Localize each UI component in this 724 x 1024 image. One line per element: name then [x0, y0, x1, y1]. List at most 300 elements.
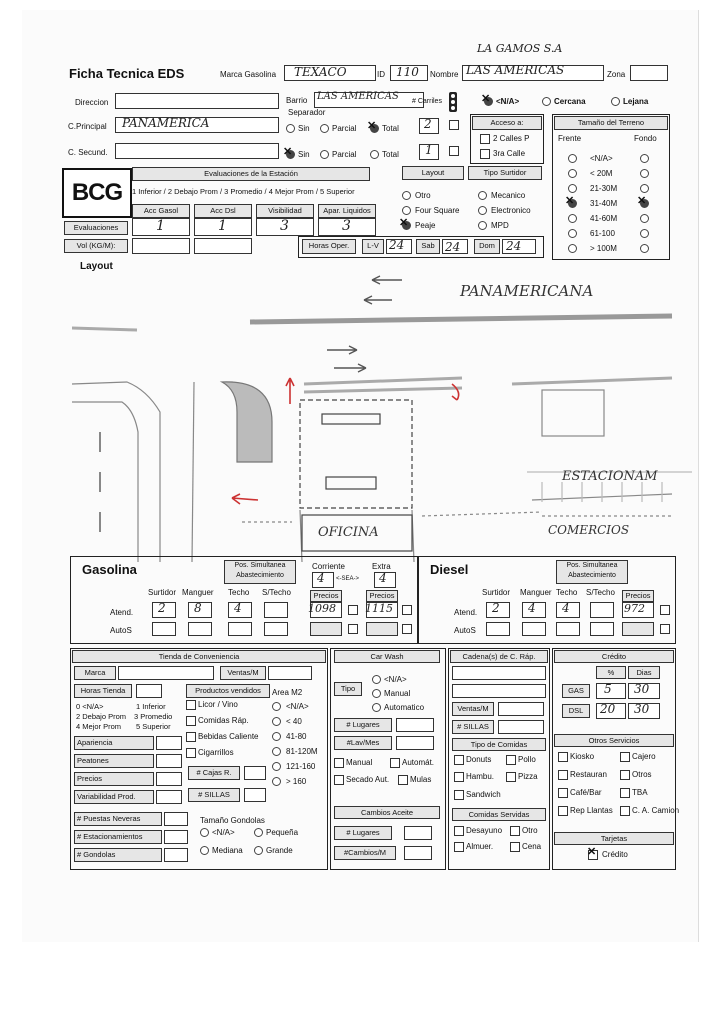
- producto-label: Comidas Ráp.: [198, 716, 249, 725]
- dom-value: 24: [506, 239, 522, 253]
- d-autos-manguer[interactable]: [522, 622, 546, 636]
- carwash-na-label: <N/A>: [384, 675, 407, 684]
- cadenas-field-2[interactable]: [452, 684, 546, 698]
- tienda-area-label: Area M2: [272, 688, 303, 697]
- proximity-na-label: <N/A>: [496, 97, 520, 106]
- tienda-sillas-field[interactable]: [244, 788, 266, 802]
- d-atend-stecho[interactable]: [590, 602, 614, 618]
- tipo-comidas-title: Tipo de Comidas: [452, 738, 546, 751]
- layout-otro-radio[interactable]: [402, 191, 411, 200]
- surtidor-mecanico-label: Mecanico: [491, 191, 526, 200]
- g-precio-1-value: 1098: [308, 602, 336, 615]
- tienda-ventas-field[interactable]: [268, 666, 312, 680]
- cs-sin-label: Sin: [298, 150, 310, 159]
- serv-otro-label: Otro: [522, 826, 538, 835]
- otros-label: Kiosko: [570, 752, 595, 761]
- credito-gas-dias-value: 30: [634, 682, 650, 696]
- id-label: ID: [377, 70, 385, 79]
- tienda-scale-l2: 2 Debajo Prom: [76, 712, 127, 721]
- carwash-secado-check[interactable]: [334, 775, 344, 785]
- cprincipal-value: PANAMERICA: [122, 116, 210, 130]
- g-precios-label-1: Precios: [310, 590, 342, 602]
- nombre-value: LAS AMERICAS: [466, 63, 565, 77]
- tienda-rating-label: Precios: [74, 772, 154, 786]
- terreno-frente-radio[interactable]: [568, 184, 577, 193]
- area-label: 81-120M: [286, 747, 318, 756]
- gasolina-extra-label: Extra: [372, 562, 391, 571]
- acceso-title: Acceso a:: [472, 116, 542, 130]
- d-autos-check[interactable]: [660, 624, 670, 634]
- terreno-fondo-radio[interactable]: [640, 214, 649, 223]
- otros-label: C. A. Camion: [632, 806, 680, 815]
- tienda-count-field[interactable]: [164, 848, 188, 862]
- otros-label: Café/Bar: [570, 788, 602, 797]
- terreno-frente-radio[interactable]: [568, 229, 577, 238]
- g-precio-1-check[interactable]: [348, 605, 358, 615]
- surtidor-mpd-radio[interactable]: [478, 221, 487, 230]
- serv-almuer-label: Almuer.: [466, 842, 494, 851]
- g-precios-label-2: Precios: [366, 590, 398, 602]
- carriles-label: # Carriles: [412, 98, 442, 105]
- tienda-scale-l1: 0 <N/A>: [76, 702, 104, 711]
- acceso-3calle-check[interactable]: [480, 149, 490, 159]
- otros-check[interactable]: [558, 770, 568, 780]
- area-label: 41-80: [286, 732, 307, 741]
- cadenas-field-1[interactable]: [452, 666, 546, 680]
- cs-total-radio[interactable]: [370, 150, 379, 159]
- cp-sin-radio[interactable]: [286, 124, 295, 133]
- layout-peaje-mark: ✕: [399, 217, 409, 229]
- tarjeta-credito-mark: ✕: [587, 846, 597, 858]
- terreno-fondo-radio[interactable]: [640, 184, 649, 193]
- form-sheet: [22, 10, 699, 942]
- d-col-manguer: Manguer: [520, 588, 552, 597]
- proximity-cercana-radio[interactable]: [542, 97, 551, 106]
- carwash-automatico-label: Automatico: [384, 703, 425, 712]
- eval-col-accgasol: Acc Gasol: [132, 204, 190, 218]
- carriles-2-check[interactable]: [449, 146, 459, 156]
- credito-dias-label: Dias: [628, 666, 660, 679]
- d-col-stecho: S/Techo: [586, 588, 615, 597]
- area-label: > 160: [286, 777, 307, 786]
- cp-sin-label: Sin: [298, 124, 310, 133]
- tienda-count-label: # Estacionamientos: [74, 830, 162, 844]
- carwash-na-radio[interactable]: [372, 675, 381, 684]
- bcg-logo: BCG: [62, 168, 132, 218]
- tienda-scale-r2: 3 Promedio: [134, 712, 173, 721]
- cadenas-sillas-field[interactable]: [498, 720, 544, 734]
- form-title: Ficha Tecnica EDS: [69, 66, 185, 81]
- d-autos-surtidor[interactable]: [486, 622, 510, 636]
- tienda-rating-label: Apariencia: [74, 736, 154, 750]
- eval-scale: 1 Inferior / 2 Debajo Prom / 3 Promedio / 4 Mejor Prom / 5 Superior: [132, 187, 355, 196]
- sab-label: Sab: [416, 239, 440, 254]
- d-precios-label: Precios: [622, 590, 654, 602]
- carriles-1-value: 2: [424, 117, 432, 131]
- g-autos-check-2[interactable]: [402, 624, 412, 634]
- d-atend-label: Atend.: [454, 608, 478, 617]
- cadenas-title: Cadena(s) de C. Ráp.: [450, 650, 548, 663]
- cs-parcial-radio[interactable]: [320, 150, 329, 159]
- estacionam-label: ESTACIONAM: [562, 469, 658, 484]
- carwash-title: Car Wash: [334, 650, 440, 663]
- lv-value: 24: [389, 238, 405, 252]
- eval-visibilidad-value: 3: [280, 218, 289, 234]
- d-atend-techo-value: 4: [562, 601, 570, 615]
- g-col-manguer: Manguer: [182, 588, 214, 597]
- gondola-mediana-radio[interactable]: [200, 846, 209, 855]
- carriles-1-check[interactable]: [449, 120, 459, 130]
- cadenas-ventas-label: Ventas/M: [452, 702, 494, 716]
- proximity-cercana-label: Cercana: [554, 97, 586, 106]
- gondola-na-label: <N/A>: [212, 828, 235, 837]
- serv-cena-check[interactable]: [510, 842, 520, 852]
- g-autos-label: AutoS: [110, 626, 132, 635]
- gondola-pequena-label: Pequeña: [266, 828, 299, 837]
- d-precio-value: 972: [624, 602, 645, 615]
- d-autos-techo[interactable]: [556, 622, 580, 636]
- tarjetas-title: Tarjetas: [554, 832, 674, 845]
- comidas-servidas-title: Comidas Servidas: [452, 808, 546, 821]
- carwash-lugares-field[interactable]: [396, 718, 434, 732]
- terreno-fondo-radio[interactable]: [640, 154, 649, 163]
- cadenas-ventas-field[interactable]: [498, 702, 544, 716]
- terreno-fondo: Fondo: [634, 134, 657, 143]
- zona-field[interactable]: [630, 65, 668, 81]
- carwash-automatico-radio[interactable]: [372, 703, 381, 712]
- producto-check[interactable]: [186, 716, 196, 726]
- surtidor-mecanico-radio[interactable]: [478, 191, 487, 200]
- tienda-count-label: # Gondolas: [74, 848, 162, 862]
- evaluaciones-label: Evaluaciones: [64, 221, 128, 235]
- otros-label: Otros: [632, 770, 652, 779]
- terreno-frente: Frente: [558, 134, 582, 143]
- credito-title: Crédito: [554, 650, 674, 663]
- gondola-grande-label: Grande: [266, 846, 293, 855]
- eval-accdsl-value: 1: [218, 218, 227, 234]
- tienda-rating-field[interactable]: [156, 736, 182, 750]
- tienda-count-field[interactable]: [164, 812, 188, 826]
- street-label: PANAMERICANA: [460, 282, 594, 300]
- g-col-techo: Techo: [228, 588, 250, 597]
- tienda-marca-field[interactable]: [118, 666, 214, 680]
- direccion-field[interactable]: [115, 93, 279, 109]
- gasolina-pos-label: Pos. Simultanea Abastecimiento: [224, 560, 296, 584]
- comida-pollo-label: Pollo: [518, 755, 536, 764]
- cambios-mes-field[interactable]: [404, 846, 432, 860]
- layout-sketch: [72, 272, 692, 562]
- comida-hambu-check[interactable]: [454, 772, 464, 782]
- g-precio-2-check[interactable]: [402, 605, 412, 615]
- credito-dsl-dias-value: 30: [634, 702, 650, 716]
- producto-check[interactable]: [186, 732, 196, 742]
- terreno-option-label: 41-60M: [590, 214, 618, 223]
- serv-cena-label: Cena: [522, 842, 542, 851]
- cajas-field[interactable]: [244, 766, 266, 780]
- d-autos-precio[interactable]: [622, 622, 654, 636]
- horas-label: Horas Oper.: [302, 239, 356, 254]
- carwash-secado-label: Secado Aut.: [346, 775, 390, 784]
- otros-label: TBA: [632, 788, 648, 797]
- vol-field-2[interactable]: [194, 238, 252, 254]
- comida-pizza-label: Pizza: [518, 772, 538, 781]
- barrio-value: LAS AMERICAS: [317, 91, 399, 102]
- d-autos-label: AutoS: [454, 626, 476, 635]
- diesel-title: Diesel: [430, 562, 469, 577]
- comida-pollo-check[interactable]: [506, 755, 516, 765]
- surtidor-electronico-radio[interactable]: [478, 206, 487, 215]
- gondola-na-radio[interactable]: [200, 828, 209, 837]
- zona-label: Zona: [607, 70, 626, 79]
- area-radio[interactable]: [272, 702, 281, 711]
- carwash-manual-radio[interactable]: [372, 689, 381, 698]
- g-atend-stecho[interactable]: [264, 602, 288, 618]
- area-radio[interactable]: [272, 777, 281, 786]
- carwash-mulas-check[interactable]: [398, 775, 408, 785]
- terreno-title: Tamaño del Terreno: [554, 116, 668, 130]
- serv-almuer-check[interactable]: [454, 842, 464, 852]
- credito-gas-pct-value: 5: [604, 682, 612, 696]
- serv-desayuno-label: Desayuno: [466, 826, 503, 835]
- terreno-option-label: < 20M: [590, 169, 613, 178]
- cp-parcial-label: Parcial: [332, 124, 357, 133]
- d-autos-stecho[interactable]: [590, 622, 614, 636]
- comida-sandwich-check[interactable]: [454, 790, 464, 800]
- csecund-field[interactable]: [115, 143, 279, 159]
- otros-check[interactable]: [620, 806, 630, 816]
- cadenas-sillas-label: # SILLAS: [452, 720, 494, 734]
- tienda-rating-field[interactable]: [156, 790, 182, 804]
- g-autos-precio-2[interactable]: [366, 622, 398, 636]
- sketch-label: Layout: [80, 261, 113, 272]
- cs-sin-mark: ✕: [283, 146, 293, 158]
- tienda-rating-field[interactable]: [156, 754, 182, 768]
- producto-check[interactable]: [186, 700, 196, 710]
- carwash-manual-label: Manual: [384, 689, 411, 698]
- proximity-lejana-label: Lejana: [623, 97, 649, 106]
- cajas-label: # Cajas R.: [188, 766, 240, 780]
- oficina-label: OFICINA: [318, 525, 379, 540]
- otros-label: Cajero: [632, 752, 656, 761]
- g-autos-techo[interactable]: [228, 622, 252, 636]
- terreno-option-label: <N/A>: [590, 154, 613, 163]
- g-atend-label: Atend.: [110, 608, 134, 617]
- layout-peaje-label: Peaje: [415, 221, 436, 230]
- eval-col-accdsl: Acc Dsl: [194, 204, 252, 218]
- tienda-scale-r1: 1 Inferior: [136, 702, 166, 711]
- producto-label: Cigarrillos: [198, 748, 234, 757]
- eval-col-visibilidad: Visibilidad: [256, 204, 314, 218]
- eval-aparliquidos-value: 3: [342, 218, 351, 234]
- carriles-2-value: 1: [425, 143, 433, 157]
- vol-label: Vol (KG/M):: [64, 239, 128, 253]
- g-atend-manguer-value: 8: [194, 601, 202, 615]
- area-label: <N/A>: [286, 702, 309, 711]
- area-label: 121-160: [286, 762, 316, 771]
- terreno-frente-radio[interactable]: [568, 244, 577, 253]
- comida-hambu-label: Hambu.: [466, 772, 495, 781]
- tienda-title: Tienda de Conveniencia: [72, 650, 326, 663]
- tienda-marca-label: Marca: [74, 666, 116, 680]
- otros-check[interactable]: [558, 806, 568, 816]
- diesel-pos-label: Pos. Simultanea Abastecimiento: [556, 560, 628, 584]
- terreno-frente-radio[interactable]: [568, 154, 577, 163]
- lv-label: L-V: [362, 239, 384, 254]
- terreno-frente-mark: ✕: [565, 195, 575, 207]
- id-value: 110: [396, 65, 419, 79]
- csecund-label: C. Secund.: [68, 148, 108, 157]
- tarjeta-credito-label: Crédito: [602, 850, 628, 859]
- terreno-option-label: 21-30M: [590, 184, 618, 193]
- area-radio[interactable]: [272, 732, 281, 741]
- otros-check[interactable]: [620, 788, 630, 798]
- carwash-lav-label: #Lav/Mes: [334, 736, 392, 750]
- gondola-pequena-radio[interactable]: [254, 828, 263, 837]
- area-radio[interactable]: [272, 762, 281, 771]
- g-atend-surtidor-value: 2: [158, 601, 166, 615]
- cambios-mes-label: #Cambios/M: [334, 846, 396, 860]
- acceso-2calles-check[interactable]: [480, 134, 490, 144]
- comida-pizza-check[interactable]: [506, 772, 516, 782]
- area-label: < 40: [286, 717, 302, 726]
- g-atend-techo-value: 4: [234, 601, 242, 615]
- otros-check[interactable]: [620, 770, 630, 780]
- layout-foursquare-label: Four Square: [415, 206, 460, 215]
- separador-label: Separador: [288, 108, 326, 117]
- terreno-fondo-radio[interactable]: [640, 169, 649, 178]
- terreno-option-label: > 100M: [590, 244, 617, 253]
- carwash-mulas-label: Mulas: [410, 775, 432, 784]
- carwash-automat-check[interactable]: [390, 758, 400, 768]
- carwash-manual-check-label: Manual: [346, 758, 373, 767]
- gasolina-corriente-value: 4: [317, 571, 325, 585]
- comida-sandwich-label: Sandwich: [466, 790, 501, 799]
- g-col-stecho: S/Techo: [262, 588, 291, 597]
- eval-accgasol-value: 1: [156, 218, 165, 234]
- tienda-productos-label: Productos vendidos: [186, 684, 270, 698]
- cs-parcial-label: Parcial: [332, 150, 357, 159]
- comida-donuts-check[interactable]: [454, 755, 464, 765]
- g-autos-surtidor[interactable]: [152, 622, 176, 636]
- terreno-fondo-mark: ✕: [637, 195, 647, 207]
- serv-desayuno-check[interactable]: [454, 826, 464, 836]
- cambios-title: Cambios Aceite: [334, 806, 440, 819]
- terreno-frente-radio[interactable]: [568, 169, 577, 178]
- otros-check[interactable]: [558, 752, 568, 762]
- tienda-count-field[interactable]: [164, 830, 188, 844]
- tienda-ventas-label: Ventas/M: [220, 666, 266, 680]
- otros-title: Otros Servicios: [554, 734, 674, 747]
- g-autos-check-1[interactable]: [348, 624, 358, 634]
- tienda-count-label: # Puestas Neveras: [74, 812, 162, 826]
- area-radio[interactable]: [272, 747, 281, 756]
- g-precio-2-value: 1115: [365, 602, 393, 615]
- cambios-lugares-field[interactable]: [404, 826, 432, 840]
- producto-label: Bebidas Caliente: [198, 732, 259, 741]
- marca-label: Marca Gasolina: [220, 70, 277, 79]
- eval-col-aparliquidos: Apar. Liquidos: [318, 204, 376, 218]
- direccion-label: Direccion: [75, 98, 109, 107]
- gasolina-title: Gasolina: [82, 562, 137, 577]
- carwash-manual-check[interactable]: [334, 758, 344, 768]
- comercios-label: COMERCIOS: [548, 523, 630, 537]
- layout-title: Layout: [402, 166, 464, 180]
- surtidor-mpd-label: MPD: [491, 221, 509, 230]
- carwash-lav-field[interactable]: [396, 736, 434, 750]
- terreno-fondo-radio[interactable]: [640, 244, 649, 253]
- producto-check[interactable]: [186, 748, 196, 758]
- vol-field[interactable]: [132, 238, 190, 254]
- otros-label: Restauran: [570, 770, 607, 779]
- g-autos-precio-1[interactable]: [310, 622, 342, 636]
- sab-value: 24: [445, 240, 461, 254]
- dom-label: Dom: [474, 239, 500, 254]
- gasolina-corriente-label: Corriente: [312, 562, 345, 571]
- otros-check[interactable]: [558, 788, 568, 798]
- cp-total-mark: ✕: [367, 120, 377, 132]
- tienda-rating-field[interactable]: [156, 772, 182, 786]
- d-col-surtidor: Surtidor: [482, 588, 511, 597]
- barrio-label: Barrio: [286, 96, 308, 105]
- tienda-rating-label: Variabilidad Prod.: [74, 790, 154, 804]
- cs-total-label: Total: [382, 150, 399, 159]
- g-autos-stecho[interactable]: [264, 622, 288, 636]
- gondola-mediana-label: Mediana: [212, 846, 243, 855]
- credito-dsl-label: DSL: [562, 704, 590, 718]
- proximity-na-mark: ✕: [481, 93, 491, 105]
- carwash-automat-check-label: Automát.: [402, 758, 435, 767]
- cambios-lugares-label: # Lugares: [334, 826, 392, 840]
- tienda-horas-field[interactable]: [136, 684, 162, 698]
- tienda-scale-r3: 5 Superior: [136, 722, 171, 731]
- area-radio[interactable]: [272, 717, 281, 726]
- d-atend-surtidor-value: 2: [492, 601, 500, 615]
- d-atend-manguer-value: 4: [528, 601, 536, 615]
- serv-otro-check[interactable]: [510, 826, 520, 836]
- credito-dsl-pct-value: 20: [600, 702, 616, 716]
- layout-foursquare-radio[interactable]: [402, 206, 411, 215]
- eval-title: Evaluaciones de la Estación: [132, 167, 370, 181]
- nombre-top-note: LA GAMOS S.A: [477, 42, 563, 55]
- terreno-frente-radio[interactable]: [568, 214, 577, 223]
- gasolina-mid: <-SEA->: [336, 576, 360, 582]
- marca-value: TEXACO: [294, 65, 347, 79]
- cp-total-label: Total: [382, 124, 399, 133]
- layout-otro-label: Otro: [415, 191, 431, 200]
- proximity-lejana-radio[interactable]: [611, 97, 620, 106]
- credito-gas-label: GAS: [562, 684, 590, 698]
- producto-label: Licor / Vino: [198, 700, 238, 709]
- tienda-scale-l3: 4 Mejor Prom: [76, 722, 122, 731]
- tienda-horas-label: Horas Tienda: [74, 684, 132, 698]
- surtidor-title: Tipo Surtidor: [468, 166, 542, 180]
- d-precio-check[interactable]: [660, 605, 670, 615]
- otros-check[interactable]: [620, 752, 630, 762]
- terreno-fondo-radio[interactable]: [640, 229, 649, 238]
- nombre-label: Nombre: [430, 70, 459, 79]
- gondolas-title: Tamaño Gondolas: [200, 816, 265, 825]
- cp-parcial-radio[interactable]: [320, 124, 329, 133]
- d-col-techo: Techo: [556, 588, 578, 597]
- comida-donuts-label: Donuts: [466, 755, 492, 764]
- credito-pct-label: %: [596, 666, 626, 679]
- g-autos-manguer[interactable]: [188, 622, 212, 636]
- gondola-grande-radio[interactable]: [254, 846, 263, 855]
- tienda-sillas-label: # SILLAS: [188, 788, 240, 802]
- carwash-tipo-label: Tipo: [334, 682, 362, 696]
- terreno-option-label: 61-100: [590, 229, 615, 238]
- tienda-rating-label: Peatones: [74, 754, 154, 768]
